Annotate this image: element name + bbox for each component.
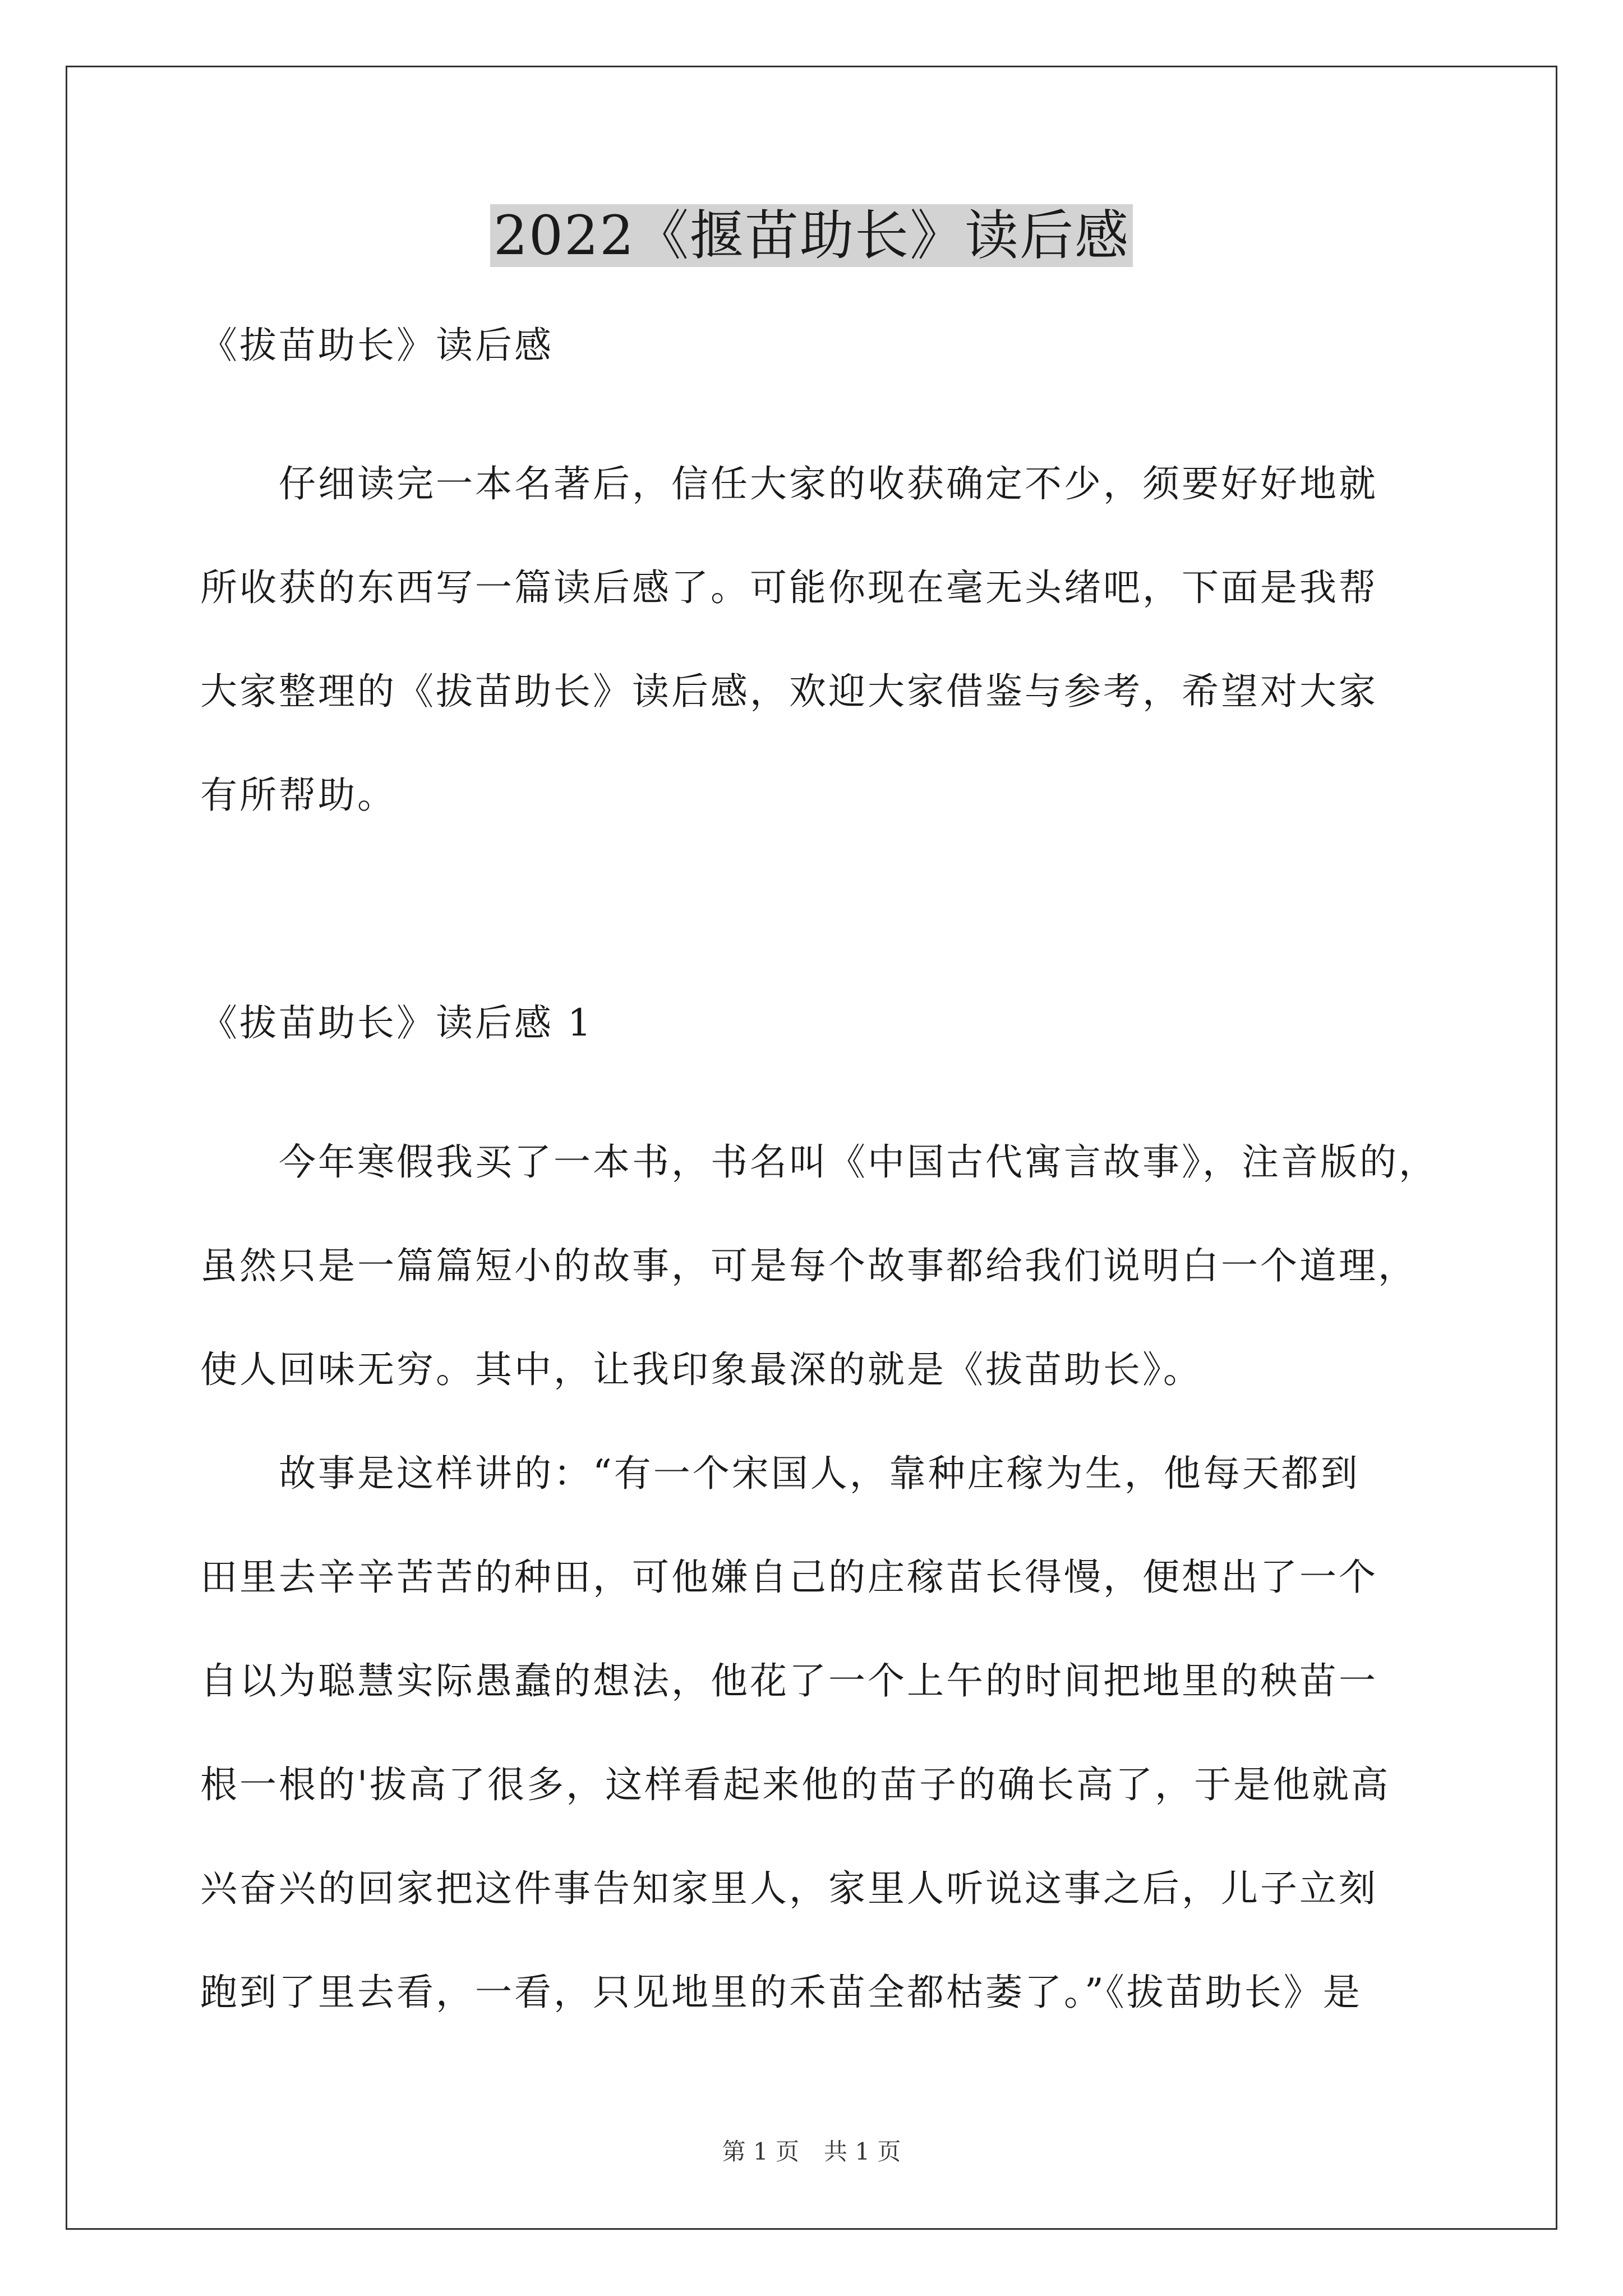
paragraph-line: 大家整理的《拔苗助长》读后感，欢迎大家借鉴与参考，希望对大家 bbox=[200, 670, 1378, 713]
paragraph-line: 有所帮助。 bbox=[200, 774, 396, 817]
page-footer bbox=[0, 2136, 1623, 2168]
page-number: 第 1 页 bbox=[722, 2138, 799, 2165]
document-title bbox=[0, 199, 1623, 272]
paragraph-line: 跑到了里去看，一看，只见地里的禾苗全都枯萎了。”《拔苗助长》是 bbox=[200, 1971, 1362, 2014]
paragraph-line: 故事是这样讲的：“有一个宋国人，靠种庄稼为生，他每天都到 bbox=[200, 1452, 1360, 1495]
page-total: 共 1 页 bbox=[824, 2138, 901, 2165]
paragraph-line: 虽然只是一篇篇短小的故事，可是每个故事都给我们说明白一个道理， bbox=[200, 1244, 1417, 1287]
paragraph-line: 兴奋兴的回家把这件事告知家里人，家里人听说这事之后，儿子立刻 bbox=[200, 1867, 1378, 1910]
paragraph-line: 根一根的'拔高了很多，这样看起来他的苗子的确长高了，于是他就高 bbox=[200, 1763, 1391, 1806]
section-heading-intro: 《拔苗助长》读后感 bbox=[200, 324, 554, 367]
paragraph-line: 使人回味无穷。其中，让我印象最深的就是《拔苗助长》。 bbox=[200, 1348, 1202, 1391]
section-heading-1: 《拔苗助长》读后感 1 bbox=[200, 1001, 593, 1045]
paragraph-line: 仔细读完一本名著后，信任大家的收获确定不少，须要好好地就 bbox=[200, 462, 1378, 505]
paragraph-line: 自以为聪慧实际愚蠢的想法，他花了一个上午的时间把地里的秧苗一 bbox=[200, 1659, 1378, 1703]
document-title-text: 2022《揠苗助长》读后感 bbox=[490, 204, 1133, 267]
paragraph-line: 今年寒假我买了一本书，书名叫《中国古代寓言故事》，注音版的， bbox=[200, 1140, 1438, 1184]
paragraph-line: 田里去辛辛苦苦的种田，可他嫌自己的庄稼苗长得慢，便想出了一个 bbox=[200, 1556, 1378, 1599]
paragraph-line: 所收获的东西写一篇读后感了。可能你现在毫无头绪吧，下面是我帮 bbox=[200, 566, 1378, 609]
